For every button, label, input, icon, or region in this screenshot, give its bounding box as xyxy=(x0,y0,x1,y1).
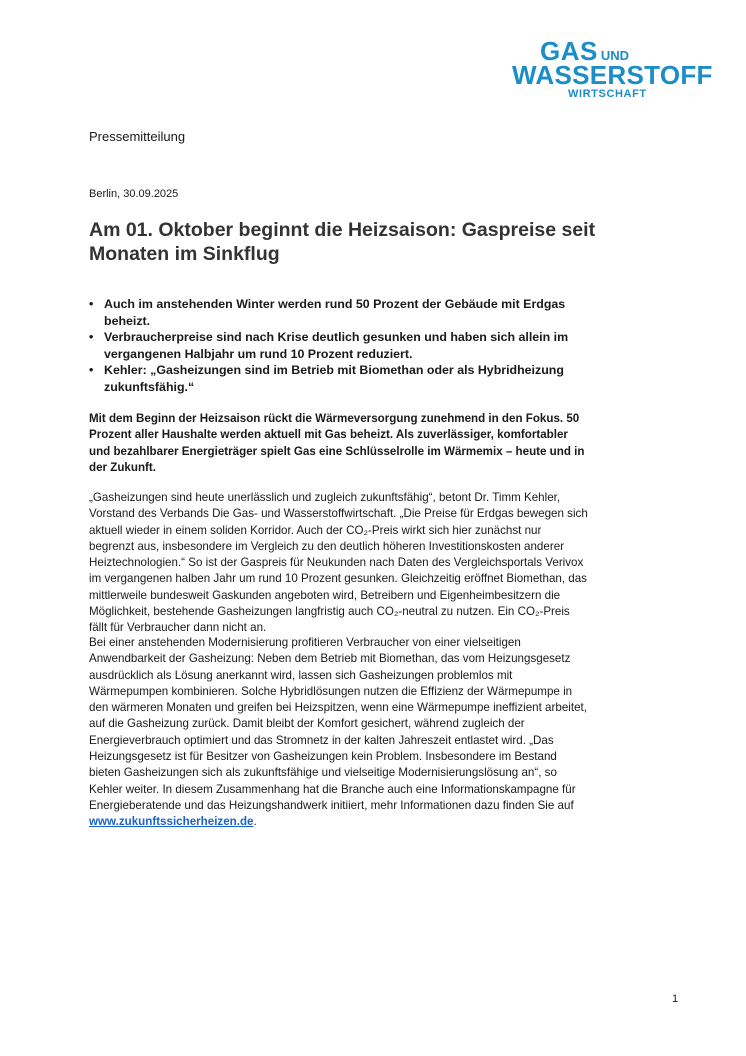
list-item xyxy=(89,329,589,362)
bullet-icon: • xyxy=(89,297,94,311)
logo-word-wasserstoff: WASSERSTOFF xyxy=(512,60,713,90)
list-item-text: Kehler: „Gasheizungen sind im Betrieb mit Biomethan oder als Hybridheizung zukunftsfähig.“ xyxy=(104,363,564,394)
document-type-label: Pressemitteilung xyxy=(89,129,186,144)
list-item xyxy=(89,296,589,329)
key-points-list xyxy=(89,296,589,395)
list-item-text: Auch im anstehenden Winter werden rund 50 Prozent der Gebäude mit Erdgas beheizt. xyxy=(104,297,566,328)
page-title: Am 01. Oktober beginnt die Heizsaison: Gaspreise seit Monaten im Sinkflug xyxy=(89,219,596,265)
lead-paragraph: Mit dem Beginn der Heizsaison rückt die Wärmeversorgung zunehmend in den Fokus. 50 Prozent aller Haushalte werden aktuell mit Gas beheizt. Als zuverlässiger, komfortabler und bezahlbarer Energieträger spielt Gas eine Schlüsselrolle im Wärmemix – heute und in der Zukunft. xyxy=(89,412,585,474)
link-suffix: . xyxy=(253,815,257,829)
list-item-text: Verbraucherpreise sind nach Krise deutlich gesunken und haben sich allein im vergangenen Halbjahr um rund 10 Prozent reduziert. xyxy=(104,330,569,361)
body-paragraph-2-text: Bei einer anstehenden Modernisierung profitieren Verbraucher von einer vielseitigen Anwendbarkeit der Gasheizung: Neben dem Betrieb mit Biomethan, das vom Heizungsgesetz ausdrücklich als Lösung anerkannt wird, lassen sich Gasheizungen problemlos mit Wärmepumpen kombinieren. Solche Hybridlösungen nutzen die Effizienz der Wärmepumpe in den wärmeren Monaten und greifen bei Heizspitzen, wenn eine Wärmepumpe ineffizient arbeitet, auf die Gasheizung zurück. Damit bleibt der Komfort gesichert, während zugleich der Energieverbrauch optimiert und das Stromnetz in der kalten Jahreszeit entlastet wird. „Das Heizungsgesetz ist für Besitzer von Gasheizungen kein Problem. Insbesondere im Bestand bieten Gasheizungen sich als zukunftsfähige und vielseitige Modernisierungslösung an“, so Kehler weiter. In diesem Zusammenhang hat die Branche auch eine Informationskampagne für Energieberatende und das Heizungshandwerk initiiert, mehr Informationen dazu finden Sie auf xyxy=(89,636,587,812)
campaign-website-link[interactable]: www.zukunftssicherheizen.de xyxy=(89,815,254,829)
list-item xyxy=(89,362,589,395)
logo-word-wirtschaft: WIRTSCHAFT xyxy=(568,88,647,100)
logo-word-gas: GAS xyxy=(540,36,598,66)
body-paragraph-1: „Gasheizungen sind heute unerlässlich und zugleich zukunftsfähig“, betont Dr. Timm Kehler, Vorstand des Verbands Die Gas- und Wasserstoffwirtschaft. „Die Preise für Erdgas bewegen sich aktuell wieder in einem soliden Korridor. Auch der CO₂-Preis wirkt sich hier zunächst nur begrenzt aus, insbesondere im Vergleich zu den deutlich höheren Investitionskosten anderer Heiztechnologien.“ So ist der Gaspreis für Neukunden nach Daten des Vergleichsportals Verivox im vergangenen halben Jahr um rund 10 Prozent gesunken. Gleichzeitig eröffnet Biomethan, das mittlerweile bundesweit Gaskunden angeboten wird, Betreibern und Eigenheimbesitzern die Möglichkeit, bestehende Gasheizungen langfristig auch CO₂-neutral zu nutzen. Ein CO₂-Preis fällt für Verbraucher dann nicht an. xyxy=(89,491,588,635)
dateline: Berlin, 30.09.2025 xyxy=(89,188,179,200)
logo-word-und: UND xyxy=(600,48,630,63)
body-paragraph-2 xyxy=(89,635,589,831)
bullet-icon: • xyxy=(89,330,94,344)
bullet-icon: • xyxy=(89,363,94,377)
page-number: 1 xyxy=(672,993,679,1005)
company-logo xyxy=(512,38,712,104)
